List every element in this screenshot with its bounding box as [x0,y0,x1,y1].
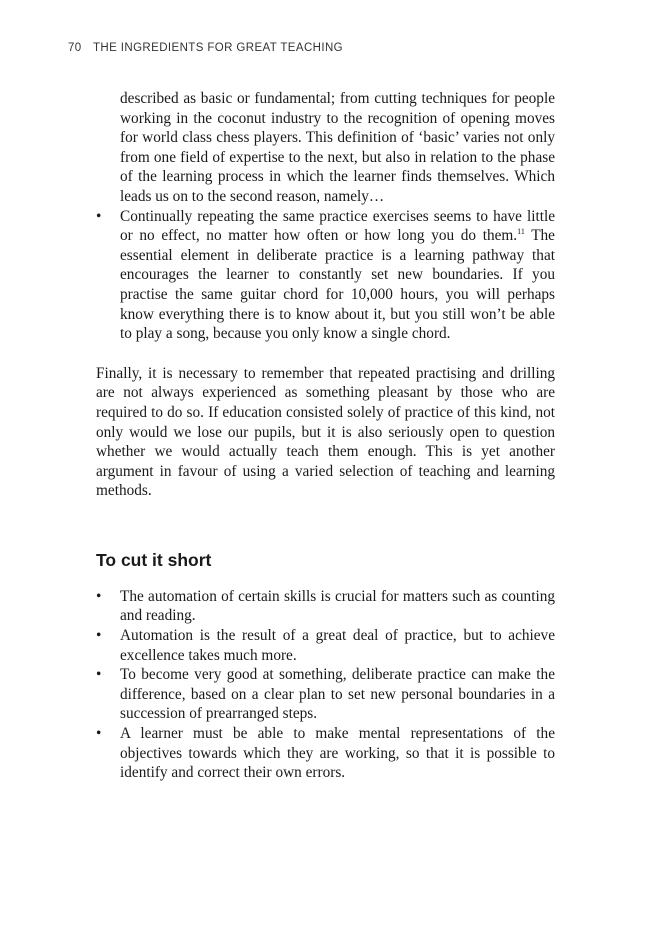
bullet-icon: • [96,666,102,684]
list-item [96,587,555,626]
reasons-list [96,207,555,344]
page-body [96,89,555,783]
list-item [96,207,555,344]
page-number: 70 [68,42,82,54]
summary-item-text: A learner must be able to make mental representations of the objectives towards which they are working, so that it is possible to identify and correct their own errors. [120,725,555,782]
continued-bullet-text: described as basic or fundamental; from cutting techniques for people working in the coconut industry to the recognition of opening moves for world class chess players. This definition of ‘basic’ varies not only from one field of expertise to the next, but also in relation to the phase of the learning process in which the learner finds themselves. Which leads us on to the second reason, namely… [120,90,555,205]
list-item [96,626,555,665]
section-heading: To cut it short [96,549,212,570]
summary-item-text: Automation is the result of a great deal of practice, but to achieve excellence takes much more. [120,627,555,664]
bullet-icon: • [96,207,102,225]
body-paragraph: Finally, it is necessary to remember that repeated practising and drilling are not always experienced as something pleasant by those who are required to do so. If education consisted solely of practice of this kind, not only would we lose our pupils, but it is also seriously open to question whether we would actually teach them enough. This is yet another argument in favour of using a varied selection of teaching and learning methods. [96,364,555,500]
running-header [68,42,343,54]
summary-item-text: To become very good at something, deliberate practice can make the difference, based on a clear plan to set new personal boundaries in a succession of prearranged steps. [120,666,555,723]
summary-list [96,587,555,783]
running-title: THE INGREDIENTS FOR GREAT TEACHING [92,42,343,54]
summary-item-text: The automation of certain skills is crucial for matters such as counting and reading. [120,587,555,625]
list-item [96,665,555,724]
list-item [96,724,555,783]
bullet-icon: • [96,627,102,645]
footnote-marker: 11 [517,227,525,237]
bullet-icon: • [96,725,102,743]
bullet-icon: • [96,587,102,605]
list-item-text-end: The essential element in deliberate practice is a learning pathway that encourages the learner to constantly set new boundaries. If you practise the same guitar chord for 10,000 hours, you will perhaps know everything there is to know about it, but you still won’t be able to play a song, because you only know a single chord. [120,227,555,343]
list-item-text-start: Continually repeating the same practice exercises seems to have little or no effect, no matter how often or how long you do them. [120,207,555,245]
